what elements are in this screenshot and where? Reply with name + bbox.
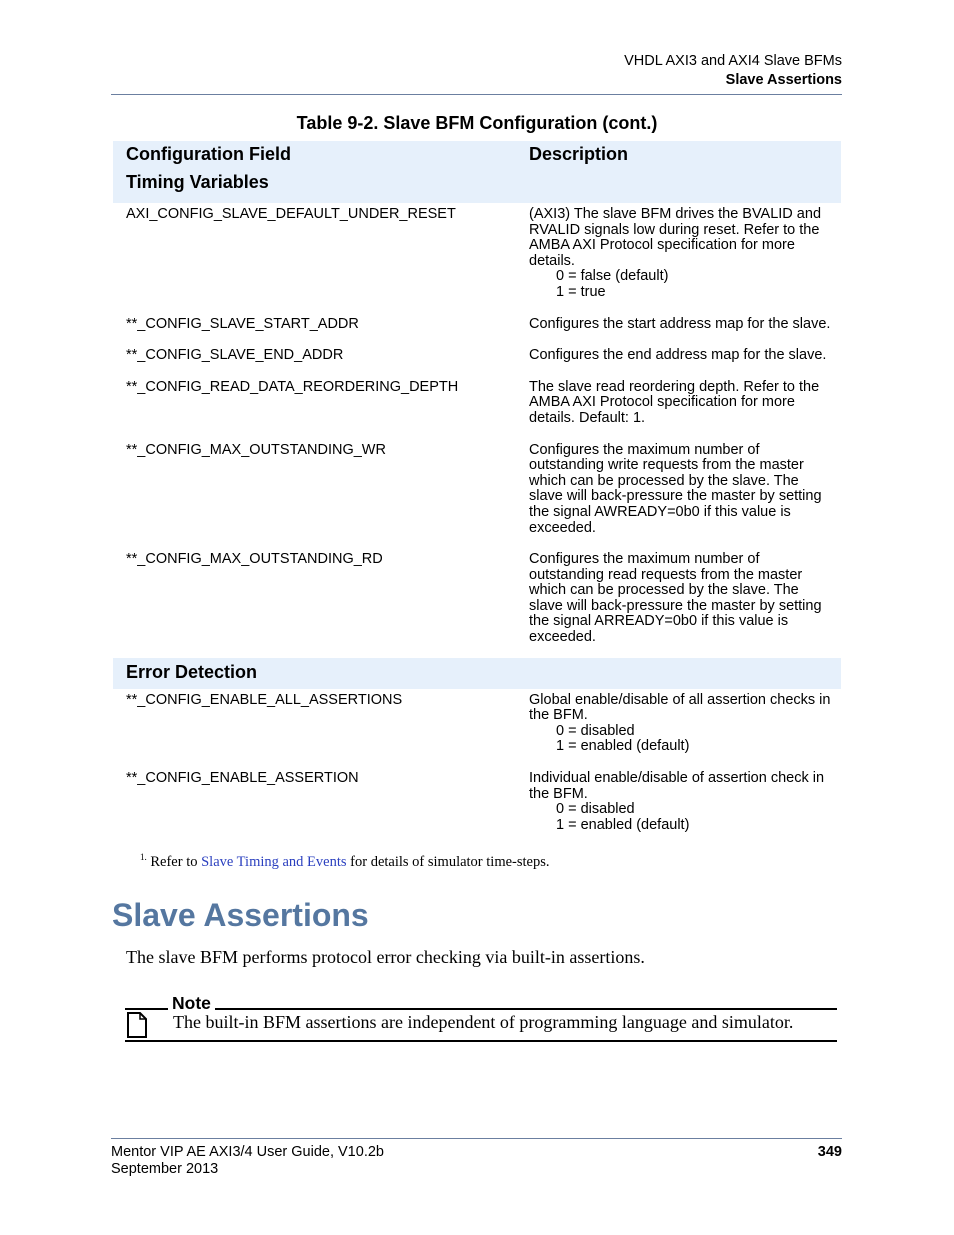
header-rule bbox=[111, 94, 842, 95]
config-table bbox=[113, 141, 841, 845]
footer-left bbox=[111, 1144, 384, 1178]
group-label: Error Detection bbox=[113, 658, 529, 689]
note-bottom-rule bbox=[125, 1040, 837, 1042]
group-label: Timing Variables bbox=[113, 172, 529, 203]
field-name: **_CONFIG_READ_DATA_REORDERING_DEPTH bbox=[126, 378, 459, 395]
footer-rule bbox=[111, 1138, 842, 1139]
footnote-post: for details of simulator time-steps. bbox=[350, 854, 550, 870]
note-label: Note bbox=[168, 993, 215, 1014]
field-name: **_CONFIG_ENABLE_ALL_ASSERTIONS bbox=[126, 691, 403, 708]
field-name: AXI_CONFIG_SLAVE_DEFAULT_UNDER_RESET bbox=[126, 206, 456, 222]
table-caption: Table 9-2. Slave BFM Configuration (cont.) bbox=[296, 113, 658, 133]
field-description: Configures the end address map for the slave. bbox=[529, 347, 827, 364]
group-row-error-detection bbox=[113, 658, 841, 689]
table-row bbox=[113, 548, 841, 658]
header-title: VHDL AXI3 and AXI4 Slave BFMs bbox=[624, 53, 842, 69]
table-header-row bbox=[113, 141, 841, 172]
footer-date: September 2013 bbox=[111, 1161, 219, 1177]
field-description: The slave read reordering depth. Refer to the AMBA AXI Protocol specification for more details. Default: 1. bbox=[529, 378, 820, 426]
field-description: Configures the maximum number of outstanding write requests from the master which can be processed by the slave. The slave will back-pressure the master by setting the signal AWREADY=0b0 if this value is exceeded. bbox=[529, 441, 822, 536]
field-name: **_CONFIG_ENABLE_ASSERTION bbox=[126, 770, 359, 787]
table-footnote bbox=[140, 852, 550, 871]
field-name: **_CONFIG_MAX_OUTSTANDING_RD bbox=[126, 551, 383, 568]
option-value: 0 = false (default) bbox=[556, 268, 669, 285]
footnote-mark: 1. bbox=[140, 852, 147, 862]
table-row bbox=[113, 344, 841, 376]
column-header-field: Configuration Field bbox=[113, 141, 529, 172]
field-description: (AXI3) The slave BFM drives the BVALID and RVALID signals low during reset. Refer to the AMBA AXI Protocol specification for more details. bbox=[529, 206, 822, 269]
field-name: **_CONFIG_MAX_OUTSTANDING_WR bbox=[126, 441, 386, 458]
section-title: Slave Assertions bbox=[112, 897, 369, 933]
option-value: 0 = disabled bbox=[556, 722, 635, 739]
table-row bbox=[113, 689, 841, 767]
group-row-timing bbox=[113, 172, 841, 203]
field-description: Configures the maximum number of outstanding read requests from the master which can be processed by the slave. The slave will back-pressure the master by setting the signal ARREADY=0b0 if this value is exceeded. bbox=[529, 551, 822, 646]
column-header-description: Description bbox=[529, 141, 841, 172]
page-number: 349 bbox=[817, 1144, 842, 1160]
field-name: **_CONFIG_SLAVE_START_ADDR bbox=[126, 315, 359, 332]
table-row bbox=[113, 767, 841, 845]
field-name: **_CONFIG_SLAVE_END_ADDR bbox=[126, 347, 344, 364]
field-description: Global enable/disable of all assertion checks in the BFM. bbox=[529, 691, 831, 724]
field-description: Individual enable/disable of assertion check in the BFM. bbox=[529, 770, 825, 802]
footer-doc-title: Mentor VIP AE AXI3/4 User Guide, V10.2b bbox=[111, 1144, 384, 1160]
table-row bbox=[113, 439, 841, 549]
running-header bbox=[624, 52, 842, 90]
table-row bbox=[113, 376, 841, 439]
header-section: Slave Assertions bbox=[725, 72, 842, 88]
table-row bbox=[113, 313, 841, 345]
section-body: The slave BFM performs protocol error checking via built-in assertions. bbox=[126, 947, 645, 967]
footnote-pre: Refer to bbox=[150, 854, 198, 870]
option-value: 1 = enabled (default) bbox=[556, 816, 690, 833]
field-description: Configures the start address map for the slave. bbox=[529, 315, 831, 332]
note-top-rule bbox=[125, 1008, 837, 1010]
option-value: 1 = enabled (default) bbox=[556, 738, 690, 755]
note-text: The built-in BFM assertions are independent of programming language and simulator. bbox=[173, 1012, 794, 1032]
note-icon bbox=[127, 1012, 147, 1038]
option-value: 1 = true bbox=[556, 283, 606, 300]
table-row bbox=[113, 203, 841, 313]
footnote-link[interactable]: Slave Timing and Events bbox=[201, 854, 347, 870]
option-value: 0 = disabled bbox=[556, 801, 635, 818]
